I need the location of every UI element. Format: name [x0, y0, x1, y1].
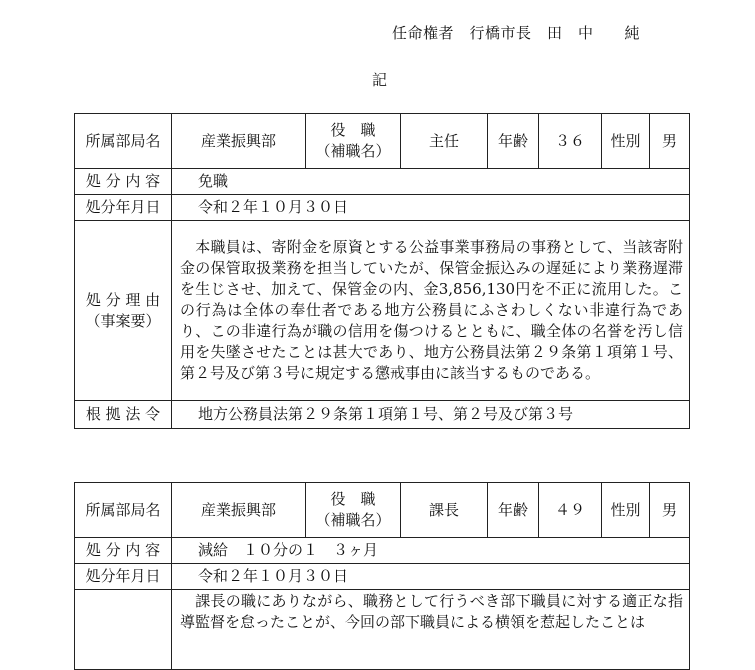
- date-value: 令和２年１０月３０日: [172, 195, 690, 221]
- post-value: 主任: [401, 114, 488, 169]
- reason-label: 処 分 理 由: [85, 290, 161, 309]
- disciplinary-record-table: [74, 113, 690, 429]
- dept-value: 産業振興部: [172, 483, 306, 538]
- date-label: 処分年月日: [75, 564, 172, 590]
- law-label: 根 拠 法 令: [75, 401, 172, 429]
- age-label: 年齢: [488, 114, 539, 169]
- reason-text: 課長の職にありながら、職務として行うべき部下職員に対する適正な指導監督を怠ったことが、今回の部下職員による横領を惹起したことは: [172, 590, 690, 670]
- sex-label: 性別: [602, 114, 650, 169]
- sex-value: 男: [650, 114, 690, 169]
- law-value: 地方公務員法第２９条第１項第１号、第２号及び第３号: [172, 401, 690, 429]
- post-value: 課長: [401, 483, 488, 538]
- post-label: 役 職: [330, 121, 376, 139]
- sex-value: 男: [650, 483, 690, 538]
- post-label-cell: [306, 483, 401, 538]
- ki-heading: 記: [372, 71, 388, 89]
- date-value: 令和２年１０月３０日: [172, 564, 690, 590]
- content-value: 減給 １０分の１ ３ヶ月: [172, 538, 690, 564]
- disciplinary-record-table: [74, 482, 690, 670]
- post-label-cell: [306, 114, 401, 169]
- age-value: ４９: [539, 483, 602, 538]
- age-value: ３６: [539, 114, 602, 169]
- content-value: 免職: [172, 169, 690, 195]
- dept-label: 所属部局名: [75, 114, 172, 169]
- reason-text: 本職員は、寄附金を原資とする公益事業事務局の事務として、当該寄附金の保管取扱業務を担当していたが、保管金振込みの遅延により業務遅滞を生じさせ、加えて、保管金の内、金3,856,130円を不正に流用した。この行為は全体の奉仕者である地方公務員にふさわしくない非違行為であり、この非違行為が職の信用を傷つけるとともに、職全体の名誉を汚し信用を失墜させたことは甚大であり、地方公務員法第２９条第１項第１号、第２号及び第３号に規定する懲戒事由に該当するものである。: [172, 221, 690, 401]
- age-label: 年齢: [488, 483, 539, 538]
- content-label: 処 分 内 容: [75, 169, 172, 195]
- dept-value: 産業振興部: [172, 114, 306, 169]
- dept-label: 所属部局名: [75, 483, 172, 538]
- post-label: 役 職: [330, 490, 376, 508]
- post-sub-label: （補職名）: [315, 142, 391, 160]
- appointer-line: 任命権者 行橋市長 田 中 純: [392, 24, 641, 42]
- reason-label-cell: [75, 221, 172, 401]
- date-label: 処分年月日: [75, 195, 172, 221]
- post-sub-label: （補職名）: [315, 511, 391, 529]
- content-label: 処 分 内 容: [75, 538, 172, 564]
- sex-label: 性別: [602, 483, 650, 538]
- reason-sub-label: （事案要）: [85, 311, 161, 330]
